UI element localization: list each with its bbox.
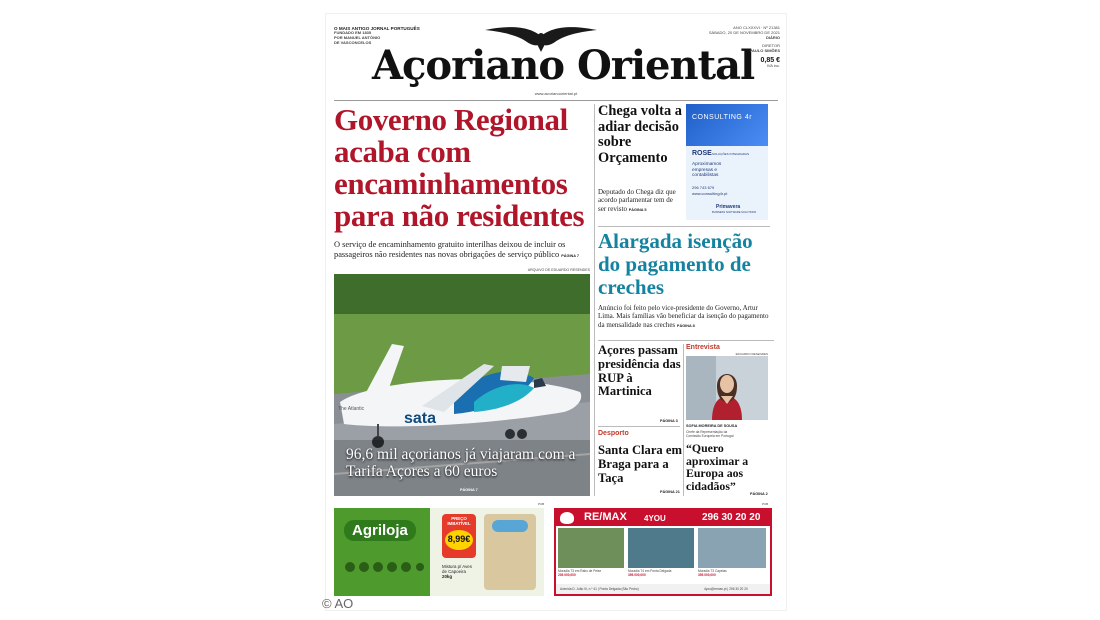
plane-tagline: The Atlantic [338,406,365,412]
price: 0,85 € [760,56,780,64]
newspaper-front-page [326,14,786,610]
remax-pub-tag: PUB [762,502,769,506]
masthead-title: Açoriano Oriental [372,42,755,89]
plane-brand: sata [404,410,437,427]
copyright-notice: © AO [322,596,354,611]
interviewee-role [686,430,733,438]
entrevista-label: Entrevista [686,344,720,351]
interviewee-name: SOFIA MOREIRA DE SOUSA [686,424,738,428]
feed-bag-image [484,514,536,590]
consulting-ad-header [686,104,768,146]
chega-text: Deputado do Chega diz que acordo parlamentar tem de ser revisto [598,188,676,213]
partner-sub: BUSINESS SOFTWARE SOLUTIONS [712,211,757,214]
creches-headline[interactable]: Alargada isenção do pagamento de creches [598,229,753,299]
interview-quote[interactable]: “Quero aproximar a Europa aos cidadãos” [686,441,749,493]
masthead-right-line3: DIÁRIO [766,34,780,40]
interviewee-role-line2: Comissão Europeia em Portugal [686,434,734,438]
remax-contact: 4you@remax.pt | 296 30 20 20 [704,587,748,591]
product-line2: de Capoeira [442,569,466,575]
listing-1-price: 239.000,000 [558,572,576,577]
rup-divider [598,426,680,427]
category-icon [344,561,424,573]
director-name: PAULO SIMÕES [749,48,780,54]
lower-column-divider [683,344,684,496]
feed-bag-logo [492,520,528,532]
interview-photo[interactable] [686,356,768,420]
desporto-page-ref: PÁGINA 21 [660,490,680,494]
lead-photo[interactable] [334,274,590,496]
listing-3 [698,570,766,578]
remax-address: Avenida D. João III, n.º 41 | Ponta Delgada (São Pedro) [560,587,639,591]
creches-text-block [598,304,774,330]
website-link[interactable]: www.acorianooriental.pt [534,91,578,96]
consulting-phone: 296 743 679 [692,185,715,190]
badge-line1: PREÇO [451,516,467,521]
entrevista-photo-credit: EDUARDO RESENDES [735,352,768,356]
tagline-line2: empresas e [692,167,718,173]
product-info [442,564,484,580]
balloon-icon [560,512,574,524]
desporto-headline[interactable]: Santa Clara em Braga para a Taça [598,443,682,485]
portrait-illustration [686,356,768,420]
price-badge-text [442,516,476,526]
desporto-label: Desporto [598,430,629,437]
lead-photo-caption: 96,6 mil açorianos já viajaram com a Tarifa Açores a 60 euros [346,446,576,480]
masthead-right-line2: SÁBADO, 20 DE NOVEMBRO DE 2021 [708,29,780,35]
rose-product: ROSE [692,150,712,157]
agriloja-price: 8,99€ [447,534,471,544]
agriloja-ad[interactable] [334,508,544,596]
interviewee-role-line1: Chefe da Representação da [686,430,728,434]
property-photo-1 [558,528,624,568]
agriloja-logo: Agriloja [344,520,416,541]
product-weight: 20kg [442,574,453,580]
lead-standfirst [334,240,592,261]
chega-text-block [598,188,682,214]
listing-1-title: Moradia T3 em Rabo de Peixe [558,569,602,573]
chega-divider [598,226,770,227]
lead-headline[interactable]: Governo Regional acaba com encaminhamentos para não residentes [334,102,585,233]
lead-standfirst-text: O serviço de encaminhamento gratuito interilhas deixou de incluir os passageiros não residentes nas novas obrigações de serviço público [334,240,566,259]
listing-2-title: Moradia T4 em Ponta Delgada [628,569,672,573]
masthead-left-line2: FUNDADO EM 1835 [334,30,372,36]
creches-page-ref: PÁGINA 8 [676,323,695,328]
agriloja-icons [344,560,424,572]
masthead-right-info [698,26,780,69]
remax-ad[interactable] [554,508,772,596]
partner-logo: Primavera [716,204,741,210]
agriloja-pub-tag: PUB [538,502,545,506]
listing-1 [558,570,624,578]
consulting-ad[interactable] [686,104,768,220]
product-line1: Mistura p/ Aves [442,564,472,569]
rup-headline[interactable]: Açores passam presidência das RUP à Martinica [598,343,681,399]
tagline-line1: Aproximamos [692,162,722,167]
entrevista-page-ref: PÁGINA 2 [750,492,768,496]
remax-logo: RE/MAX [584,511,627,523]
lead-photo-credit: ARQUIVO DE EDUARDO RESENDES [527,268,590,272]
creches-divider [598,340,774,341]
director-label: DIRETOR [762,43,780,49]
remax-sub: 4YOU [644,514,666,523]
lead-page-ref: PÁGINA 7 [561,254,580,258]
masthead-left-line1: O MAIS ANTIGO JORNAL PORTUGUÊS [334,26,420,31]
lead-photo-page-ref: PÁGINA 7 [460,488,478,492]
property-photo-3 [698,528,766,568]
masthead-divider [334,100,778,101]
masthead-left-line4: DE VASCONCELOS [334,40,372,45]
consulting-web: www.consulting4r.pt [692,191,728,196]
creches-text: Anúncio foi feito pelo vice-presidente do Governo, Artur Lima. Mais famílias vão beneficiar da isenção do pagamento da mensalidade nas creches [598,304,769,329]
remax-phone[interactable]: 296 30 20 20 [702,512,761,523]
tagline-line3: contabilistas [692,173,719,179]
consulting-brand: CONSULTING 4r [692,114,753,121]
masthead-left-line3: POR MANUEL ANTÓNIO [334,35,381,41]
listing-2 [628,570,694,578]
column-divider [594,104,595,496]
rup-page-ref: PÁGINA 3 [660,419,678,423]
chega-page-ref: PÁGINA 5 [628,207,647,212]
chega-headline[interactable]: Chega volta a adiar decisão sobre Orçamento [598,103,682,166]
property-photo-2 [628,528,694,568]
masthead-right-line1: ANO CLXXXVI · Nº 21381 [733,25,780,30]
consulting-tagline [692,162,721,179]
price-note: IVA inc. [766,62,780,68]
listing-2-price: 395.000,000 [628,572,646,577]
badge-line2: IMBATÍVEL [447,521,471,526]
rose-product-sub: SOLUÇÕES INTEGRADAS [712,152,750,156]
listing-3-price: 395.000,000 [698,572,716,577]
listing-3-title: Moradia T3 Capelas [698,569,727,573]
